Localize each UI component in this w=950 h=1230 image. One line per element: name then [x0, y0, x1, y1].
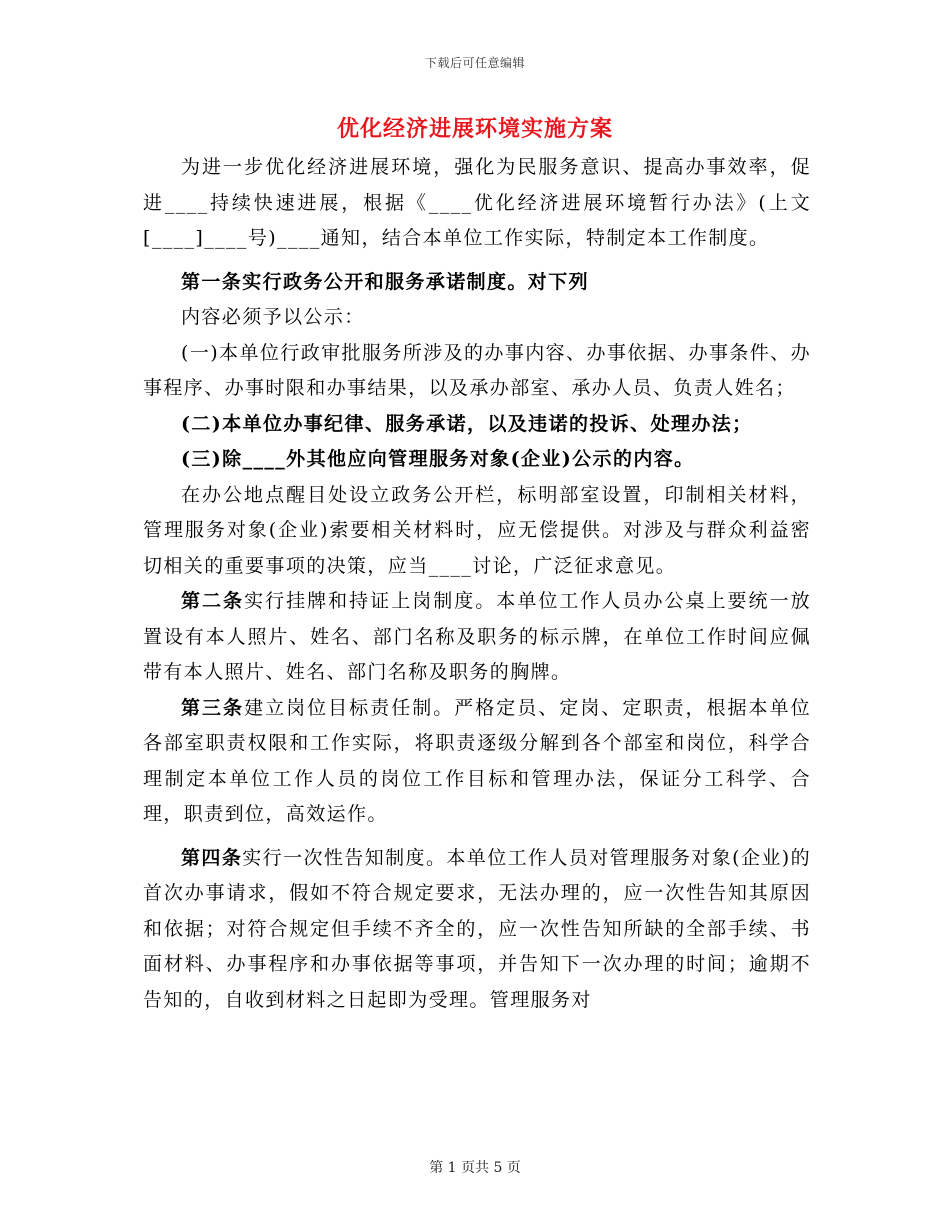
- page-number: 第 1 页共 5 页: [429, 1160, 521, 1176]
- article-3: [143, 691, 811, 833]
- list-item-2: (二)本单位办事纪律、服务承诺，以及违诺的投诉、处理办法；: [181, 412, 753, 435]
- document-body: [143, 150, 811, 1018]
- article-3-lead: 第三条: [181, 696, 245, 719]
- article-1-heading: 第一条实行政务公开和服务承诺制度。对下列: [181, 270, 590, 293]
- article-4-body: 实行一次性告知制度。本单位工作人员对管理服务对象(企业)的首次办事请求，假如不符合规定要求，无法办理的，应一次性告知其原因和依据；对符合规定但手续不齐全的，应一次性告知所缺的全部手续、书面材料、办事程序和办事依据等事项，并告知下一次办理的时间；逾期不告知的，自收到材料之日起即为受理。管理服务对: [143, 846, 812, 1011]
- article-4: [143, 841, 811, 1019]
- article-2-lead: 第二条: [181, 590, 245, 612]
- list-item-1: (一)本单位行政审批服务所涉及的办事内容、办事依据、办事条件、办事程序、办事时限和办事结果，以及承办部室、承办人员、负责人姓名；: [143, 341, 811, 399]
- article-4-lead: 第四条: [181, 846, 243, 869]
- article-3-body: 建立岗位目标责任制。严格定员、定岗、定职责，根据本单位各部室职责权限和工作实际，将职责逐级分解到各个部室和岗位，科学合理制定本单位工作人员的岗位工作目标和管理办法，保证分工科学、合理，职责到位，高效运作。: [143, 696, 811, 825]
- article-2: [143, 584, 811, 691]
- article-2-body: 实行挂牌和持证上岗制度。本单位工作人员办公桌上要统一放置设有本人照片、姓名、部门名称及职务的标示牌，在单位工作时间应佩带有本人照片、姓名、部门名称及职务的胸牌。: [143, 590, 811, 683]
- paragraph-intro: 为进一步优化经济进展环境，强化为民服务意识、提高办事效率，促进____持续快速进展，根据《____优化经济进展环境暂行办法》(上文[____]____号)____通知，结合本单位工作实际，特制定本工作制度。: [143, 156, 811, 249]
- document-title: 优化经济进展环境实施方案: [336, 116, 613, 142]
- header-note: 下载后可任意编辑: [424, 56, 525, 70]
- paragraph-publicity: 在办公地点醒目处设立政务公开栏，标明部室设置，印制相关材料，管理服务对象(企业)索要相关材料时，应无偿提供。对涉及与群众利益密切相关的重要事项的决策，应当____讨论，广泛征求意见。: [143, 483, 811, 577]
- list-item-3: (三)除____外其他应向管理服务对象(企业)公示的内容。: [181, 448, 695, 470]
- article-1-subheading: 内容必须予以公示：: [181, 306, 365, 328]
